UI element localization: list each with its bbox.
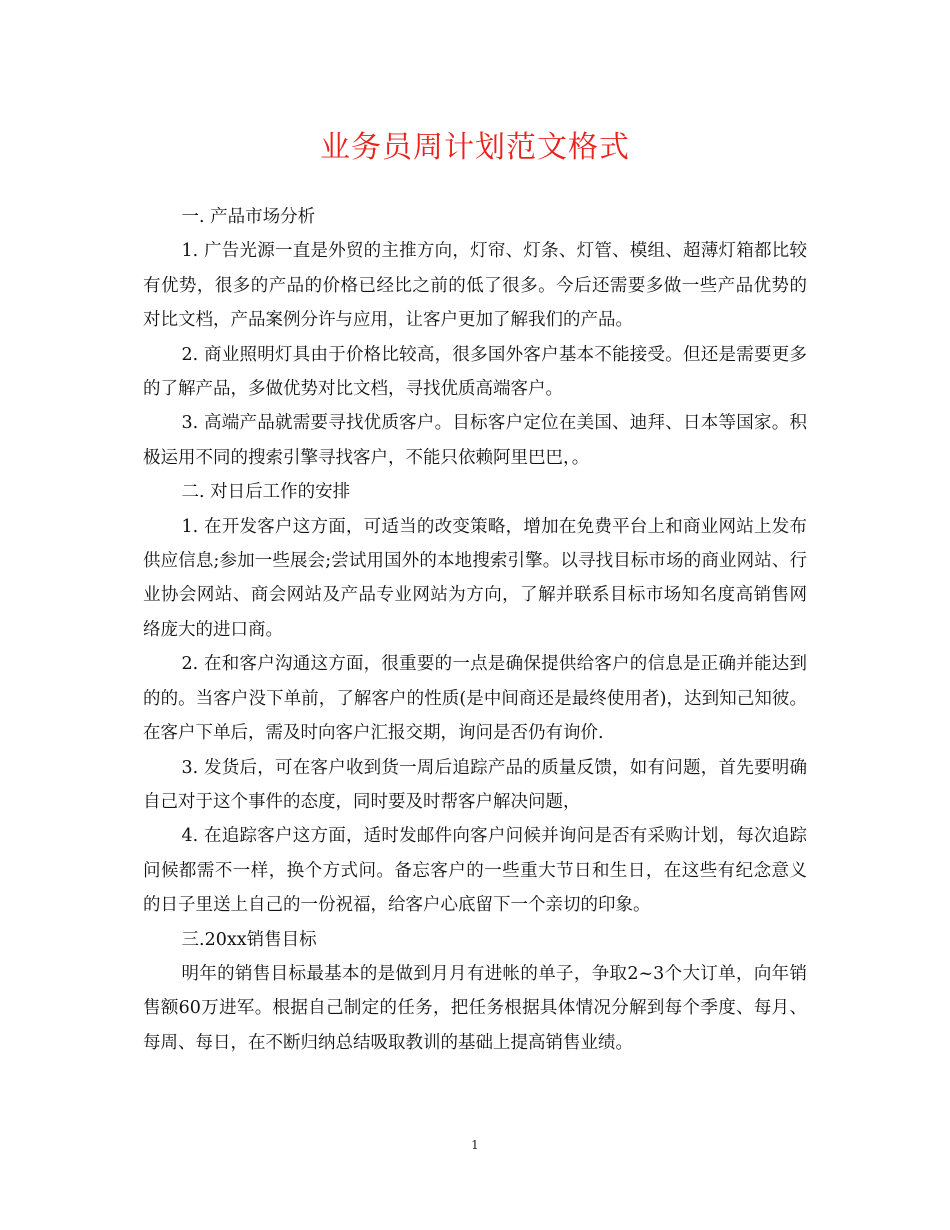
paragraph: 3. 高端产品就需要寻找优质客户。目标客户定位在美国、迪拜、日本等国家。积极运用不同的搜索引擎寻找客户，不能只依赖阿里巴巴，。 xyxy=(143,413,807,468)
document-title: 业务员周计划范文格式 xyxy=(320,130,630,165)
paragraph: 1. 广告光源一直是外贸的主推方向，灯帘、灯条、灯管、模组、超薄灯箱都比较有优势，很多的产品的价格已经比之前的低了很多。今后还需要多做一些产品优势的对比文档，产品案例分许与应用，让客户更加了解我们的产品。 xyxy=(143,241,807,331)
page-number: 1 xyxy=(471,1138,479,1152)
paragraph: 明年的销售目标最基本的是做到月月有进帐的单子，争取2~3个大订单，向年销售额60万进军。根据自己制定的任务，把任务根据具体情况分解到每个季度、每月、每周、每日，在不断归纳总结吸取教训的基础上提高销售业绩。 xyxy=(143,963,807,1053)
section-heading-2: 二. 对日后工作的安排 xyxy=(181,482,351,503)
paragraph: 2. 在和客户沟通这方面，很重要的一点是确保提供给客户的信息是正确并能达到的的。当客户没下单前，了解客户的性质(是中间商还是最终使用者)，达到知己知彼。在客户下单后，需及时向客户汇报交期，询问是否仍有询价. xyxy=(143,654,807,744)
paragraph: 1. 在开发客户这方面，可适当的改变策略，增加在免费平台上和商业网站上发布供应信息;参加一些展会;尝试用国外的本地搜索引擎。以寻找目标市场的商业网站、行业协会网站、商会网站及产品专业网站为方向，了解并联系目标市场知名度高销售网络庞大的进口商。 xyxy=(143,516,807,640)
paragraph: 3. 发货后，可在客户收到货一周后追踪产品的质量反馈，如有问题，首先要明确自己对于这个事件的态度，同时要及时帮客户解决问题， xyxy=(143,757,807,812)
paragraph: 4. 在追踪客户这方面，适时发邮件向客户问候并询问是否有采购计划，每次追踪问候都需不一样，换个方式问。备忘客户的一些重大节日和生日，在这些有纪念意义的日子里送上自己的一份祝福，给客户心底留下一个亲切的印象。 xyxy=(143,826,807,916)
section-heading-1: 一. 产品市场分析 xyxy=(181,207,316,227)
section-heading-3: 三.20xx销售目标 xyxy=(181,929,317,950)
paragraph: 2. 商业照明灯具由于价格比较高，很多国外客户基本不能接受。但还是需要更多的了解产品，多做优势对比文档，寻找优质高端客户。 xyxy=(143,344,807,400)
document-body xyxy=(143,200,807,1060)
